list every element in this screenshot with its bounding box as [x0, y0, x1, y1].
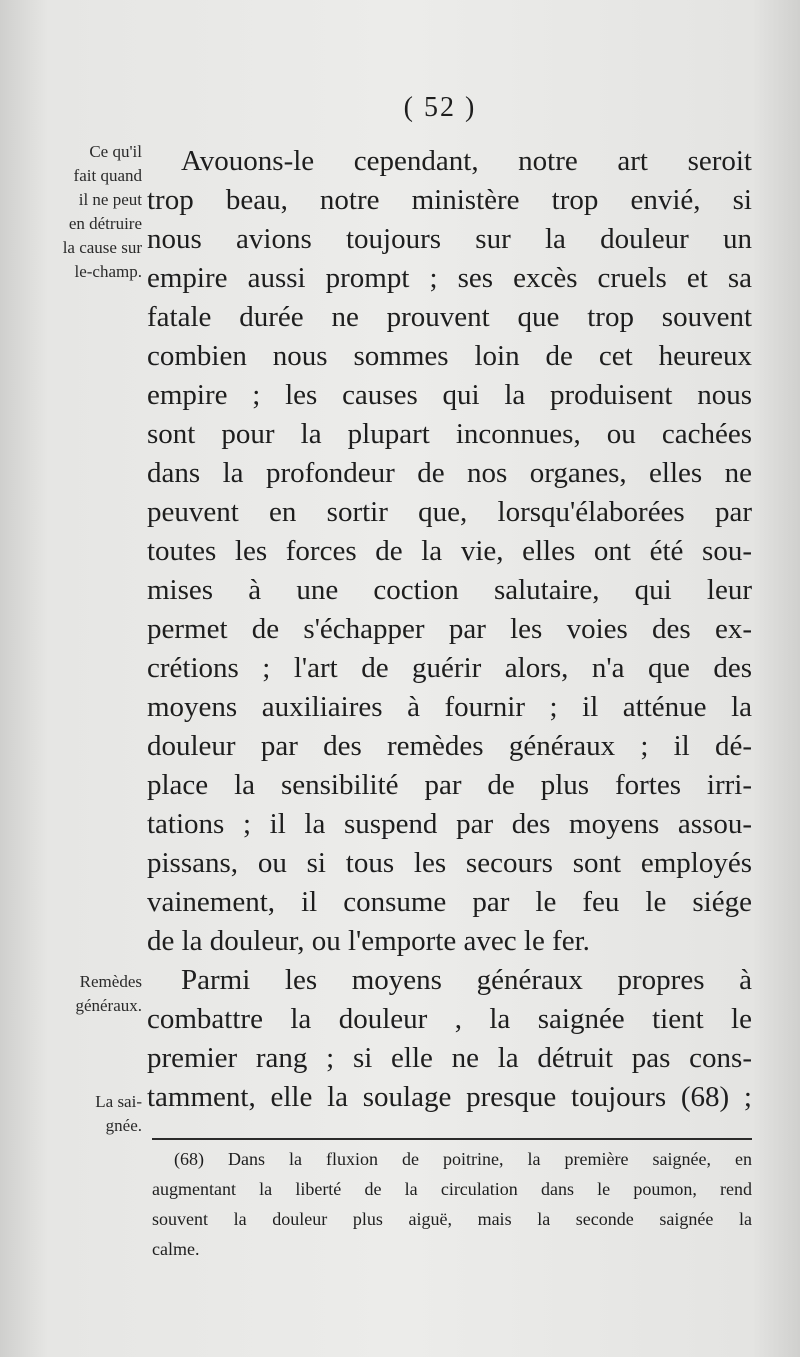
text-line: Avouons-le cependant, notre art seroit — [181, 145, 752, 177]
text-line: sont pour la plupart inconnues, ou cachées — [147, 418, 752, 450]
margin-note-line: le-champ. — [74, 262, 142, 281]
text-line: douleur par des remèdes généraux ; il dé- — [147, 730, 752, 762]
page-number: ( 52 ) — [403, 92, 477, 123]
footnote-divider — [152, 1138, 752, 1140]
text-line: dans la profondeur de nos organes, elles ne — [147, 457, 752, 489]
text-line: permet de s'échapper par les voies des ex- — [147, 613, 752, 645]
margin-note-line: la cause sur — [62, 238, 142, 257]
text-line: empire aussi prompt ; ses excès cruels et sa — [147, 262, 752, 294]
text-line: vainement, il consume par le feu le siége — [147, 886, 752, 918]
footnote-line: calme. — [152, 1239, 200, 1259]
margin-note — [12, 140, 142, 284]
margin-note — [12, 970, 142, 1018]
margin-note-line: généraux. — [75, 996, 142, 1015]
margin-note-line: Ce qu'il — [89, 142, 142, 161]
text-line: place la sensibilité par de plus fortes irri- — [147, 769, 752, 801]
text-line: combattre la douleur , la saignée tient le — [147, 1003, 752, 1035]
text-line: fatale durée ne prouvent que trop souvent — [147, 301, 752, 333]
margin-note-line: gnée. — [105, 1116, 142, 1135]
margin-note — [12, 1090, 142, 1138]
text-line: toutes les forces de la vie, elles ont été sou- — [147, 535, 752, 567]
text-line: Parmi les moyens généraux propres à — [181, 964, 752, 996]
text-line: premier rang ; si elle ne la détruit pas cons- — [147, 1042, 752, 1074]
text-line: peuvent en sortir que, lorsqu'élaborées par — [147, 496, 752, 528]
text-line: combien nous sommes loin de cet heureux — [147, 340, 752, 372]
text-line: pissans, ou si tous les secours sont employés — [147, 847, 752, 879]
footnote — [152, 1144, 752, 1264]
text-line: empire ; les causes qui la produisent nous — [147, 379, 752, 411]
margin-note-line: Remèdes — [79, 972, 142, 991]
margin-note-line: La sai- — [95, 1092, 142, 1111]
text-line: tamment, elle la soulage presque toujours (68) ; — [147, 1081, 752, 1113]
text-line: de la douleur, ou l'emporte avec le fer. — [147, 925, 590, 957]
text-line: tations ; il la suspend par des moyens assou- — [147, 808, 752, 840]
text-line: trop beau, notre ministère trop envié, si — [147, 184, 752, 216]
body-text — [147, 142, 752, 1117]
margin-note-line: fait quand — [73, 166, 142, 185]
text-line: moyens auxiliaires à fournir ; il atténue la — [147, 691, 752, 723]
text-line: nous avions toujours sur la douleur un — [147, 223, 752, 255]
margin-note-line: en détruire — [68, 214, 142, 233]
footnote-line: souvent la douleur plus aiguë, mais la seconde saignée la — [152, 1209, 752, 1229]
footnote-line: augmentant la liberté de la circulation dans le poumon, rend — [152, 1179, 752, 1199]
footnote-line: (68) Dans la fluxion de poitrine, la première saignée, en — [174, 1149, 752, 1169]
margin-note-line: il ne peut — [78, 190, 142, 209]
text-line: mises à une coction salutaire, qui leur — [147, 574, 752, 606]
text-line: crétions ; l'art de guérir alors, n'a que des — [147, 652, 752, 684]
